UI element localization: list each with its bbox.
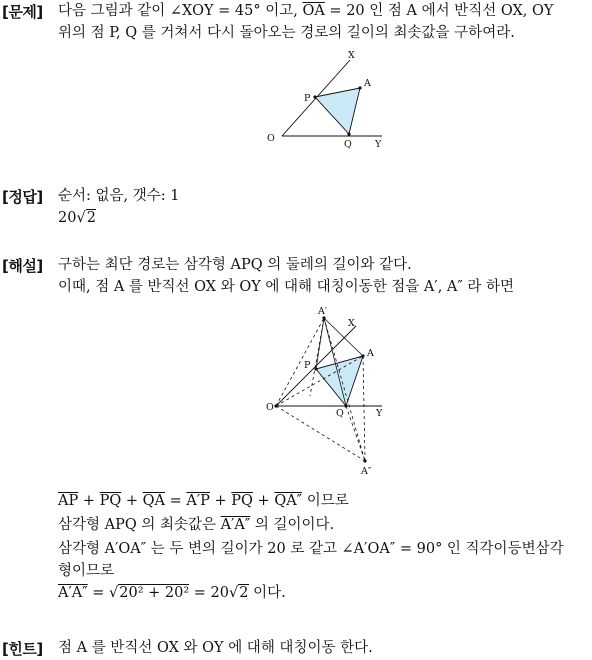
problem-text: 다음 그림과 같이 ∠XOY = 45° 이고, (58, 3, 303, 19)
point-a (358, 86, 361, 89)
label-x: X (348, 318, 355, 329)
label-o: O (266, 402, 274, 413)
label-a2: A″ (361, 466, 372, 477)
segment-pq: $\overline{PQ}$ (231, 493, 253, 509)
solution-line-2: 이때, 점 A 를 반직선 OX 와 OY 에 대해 대칭이동한 점을 A′, A″ 라 하면 (58, 279, 515, 295)
segment-a1p: A′P (186, 493, 210, 509)
segment-a1a2: A′A″ (58, 585, 88, 601)
answer-body (58, 185, 590, 229)
solution-text: 의 길이이다. (250, 517, 335, 533)
problem-line-2: 위의 점 P, Q 를 거쳐서 다시 돌아오는 경로의 길이의 최솟값을 구하여라. (58, 25, 515, 41)
point-p (314, 367, 317, 370)
sqrt-sign: √ (229, 585, 239, 601)
segment-qa: $\overline{QA}$ (142, 493, 165, 509)
label-y: Y (376, 408, 383, 419)
label-a: A (367, 348, 374, 359)
segment-ap: $\overline{AP}$ (58, 493, 79, 509)
point-a (361, 354, 364, 357)
dash-o-a2 (276, 406, 365, 461)
solution-line-6: 형이므로 (58, 563, 115, 579)
dash-a-a2 (363, 356, 365, 461)
solution-text: = 20 (189, 585, 230, 601)
solution-body-bottom (58, 490, 590, 604)
point-o (274, 404, 277, 407)
label-p: P (304, 93, 311, 104)
point-a2 (363, 459, 366, 462)
equals-sign: = (165, 493, 187, 509)
solution-body-top (58, 254, 590, 298)
hint-line-1: 점 A 를 반직선 OX 와 OY 에 대해 대칭이동 한다. (58, 640, 373, 656)
label-a1: A′ (318, 306, 328, 317)
problem-tag: [문제] (2, 3, 43, 21)
dash-a1-a2 (324, 318, 365, 461)
equals-sign: = (87, 585, 110, 601)
hint-tag: [힌트] (2, 640, 43, 658)
sqrt-radicand: 2 (86, 210, 96, 226)
sqrt-sign: √ (109, 585, 119, 601)
problem-body (58, 0, 590, 44)
label-y: Y (375, 139, 382, 150)
plus-sign: + (78, 493, 100, 509)
solution-text: 삼각형 APQ 의 최솟값은 (58, 517, 221, 533)
sqrt-sign: √ (76, 210, 86, 226)
answer-tag: [정답] (2, 188, 43, 206)
solution-figure (256, 304, 416, 484)
plus-sign: + (121, 493, 143, 509)
hint-body (58, 637, 590, 659)
triangle-apq (315, 88, 360, 134)
dash-q-a2 (346, 406, 365, 461)
problem-line-1 (58, 0, 590, 22)
solution-text: 이다. (248, 585, 286, 601)
segment-pq: $\overline{PQ}$ (99, 493, 122, 509)
label-q: Q (344, 139, 352, 150)
label-x: X (348, 50, 355, 61)
sqrt-radicand: 2 (239, 585, 249, 601)
label-q: Q (336, 408, 344, 419)
segment-qa2: QA″ (274, 493, 303, 509)
solution-line-5: 삼각형 A′OA″ 는 두 변의 길이가 20 로 같고 ∠A′OA″ = 90° 인 직각이등변삼각 (58, 541, 564, 557)
solution-line-1: 구하는 최단 경로는 삼각형 APQ 의 둘레의 길이와 같다. (58, 257, 412, 273)
answer-coef: 20 (58, 210, 77, 226)
plus-sign: + (252, 493, 275, 509)
point-p (313, 95, 316, 98)
segment-a1a2: A′A″ (220, 517, 251, 533)
plus-sign: + (209, 493, 232, 509)
solution-text: 이므로 (302, 493, 349, 509)
point-q (347, 132, 350, 135)
answer-line-1: 순서: 없음, 갯수: 1 (58, 188, 180, 204)
solution-line-4 (58, 514, 590, 536)
problem-figure (258, 44, 408, 154)
point-q (344, 404, 347, 407)
label-o: O (267, 133, 275, 144)
problem-text: = 20 인 점 A 에서 반직선 OX, OY (324, 3, 554, 19)
label-a: A (364, 78, 371, 89)
answer-line-2 (58, 207, 590, 229)
solution-line-7 (58, 582, 590, 604)
solution-tag: [해설] (2, 257, 43, 275)
solution-equation-line (58, 490, 590, 512)
segment-oa: $\overline{OA}$ (302, 3, 325, 19)
sqrt-radicand: 20² + 20² (119, 585, 190, 601)
label-p: P (304, 360, 311, 371)
